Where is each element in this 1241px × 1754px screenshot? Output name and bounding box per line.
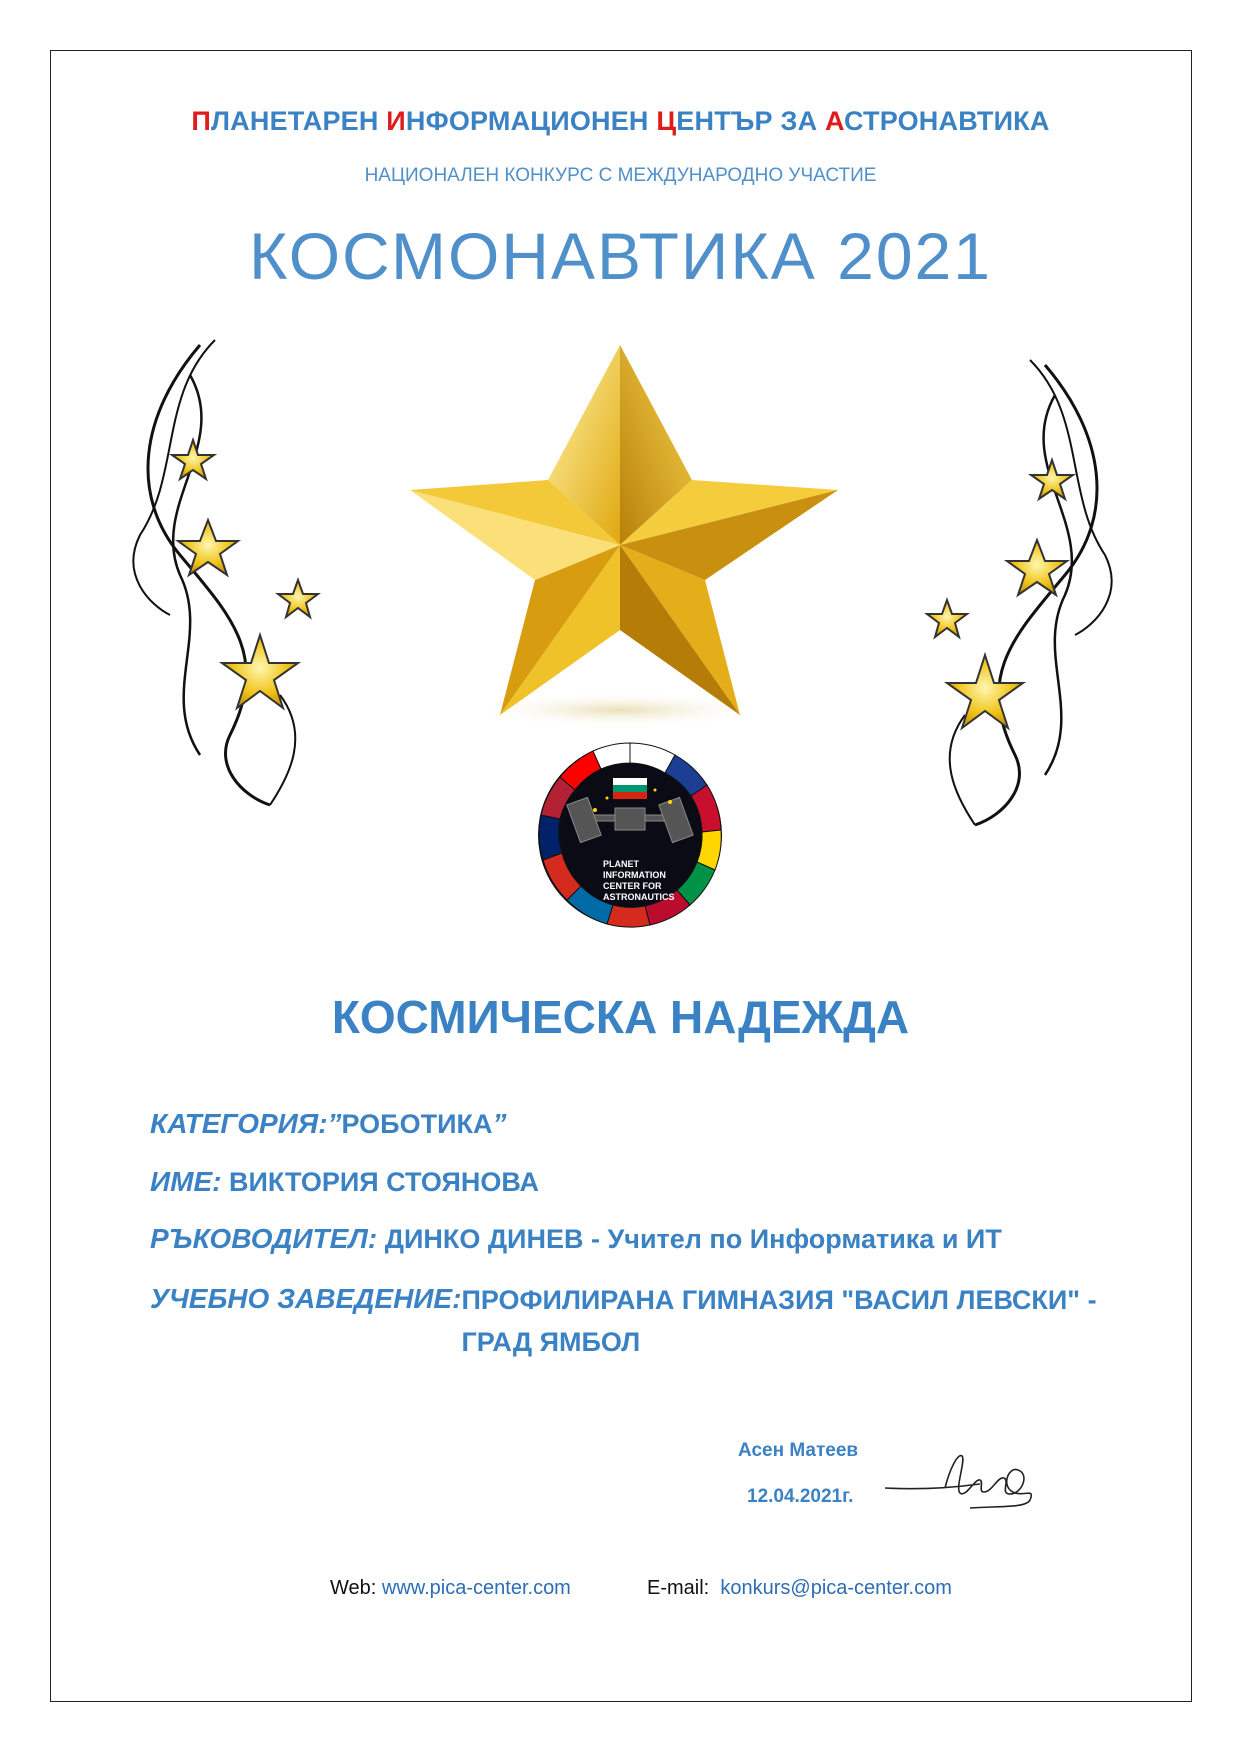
- category-field: [150, 1108, 506, 1140]
- school-line-1: ПРОФИЛИРАНА ГИМНАЗИЯ "ВАСИЛ ЛЕВСКИ" -: [461, 1285, 1097, 1315]
- small-star-icon: [172, 440, 214, 479]
- contest-subtitle: НАЦИОНАЛЕН КОНКУРС С МЕЖДУНАРОДНО УЧАСТИЕ: [364, 165, 877, 186]
- footer-email: [647, 1577, 952, 1600]
- initial-i: И: [386, 106, 406, 136]
- name-value: ВИКТОРИЯ СТОЯНОВА: [228, 1167, 540, 1197]
- category-label: КАТЕГОРИЯ:”: [150, 1108, 342, 1139]
- supervisor-label: РЪКОВОДИТЕЛ:: [150, 1223, 378, 1254]
- small-star-icon: [1007, 540, 1067, 595]
- footer-web: [330, 1577, 571, 1600]
- small-star-icon: [222, 635, 298, 708]
- contest-title: КОСМОНАВТИКА 2021: [249, 219, 992, 293]
- right-star-swirl: [915, 355, 1135, 835]
- supervisor-value: ДИНКО ДИНЕВ - Учител по Информатика и ИТ: [384, 1224, 1002, 1254]
- initial-a: А: [825, 106, 845, 136]
- signature-date: 12.04.2021г.: [747, 1486, 854, 1507]
- school-value: [461, 1279, 1096, 1363]
- gold-star-icon: [400, 345, 840, 745]
- signer-name: Асен Матеев: [738, 1440, 859, 1461]
- small-star-icon: [947, 655, 1023, 728]
- initial-p: П: [191, 106, 212, 136]
- email-link[interactable]: konkurs@pica-center.com: [720, 1577, 952, 1599]
- small-star-icon: [927, 600, 967, 637]
- email-label: E-mail:: [647, 1577, 710, 1599]
- name-label: ИМЕ:: [150, 1166, 222, 1197]
- organization-title: [0, 106, 1241, 137]
- word-4: СТРОНАВТИКА: [844, 106, 1050, 136]
- school-field: [150, 1283, 1097, 1363]
- word-3: ЕНТЪР ЗА: [676, 106, 825, 136]
- logo-line-3: CENTER FOR: [603, 881, 662, 891]
- word-2: НФОРМАЦИОНЕН: [405, 106, 657, 136]
- word-1: ЛАНЕТАРЕН: [211, 106, 387, 136]
- small-star-icon: [1031, 460, 1073, 499]
- supervisor-field: [150, 1223, 1002, 1255]
- logo-line-2: INFORMATION: [603, 870, 666, 880]
- small-star-icon: [178, 520, 238, 575]
- logo-line-4: ASTRONAUTICS: [603, 892, 675, 902]
- category-close-quote: ”: [492, 1108, 507, 1139]
- name-field: [150, 1166, 539, 1198]
- web-label: Web:: [330, 1577, 377, 1599]
- award-title: КОСМИЧЕСКА НАДЕЖДА: [331, 991, 910, 1043]
- signature-scribble: [880, 1448, 1040, 1518]
- web-link[interactable]: www.pica-center.com: [381, 1577, 571, 1599]
- school-line-2: ГРАД ЯМБОЛ: [461, 1327, 641, 1357]
- left-star-swirl: [120, 335, 340, 815]
- logo-line-1: PLANET: [603, 859, 639, 869]
- small-star-icon: [278, 580, 318, 617]
- pica-logo: [535, 740, 725, 930]
- initial-ts: Ц: [656, 106, 677, 136]
- school-label: УЧЕБНО ЗАВЕДЕНИЕ:: [150, 1283, 462, 1314]
- category-value: РОБОТИКА: [341, 1109, 493, 1139]
